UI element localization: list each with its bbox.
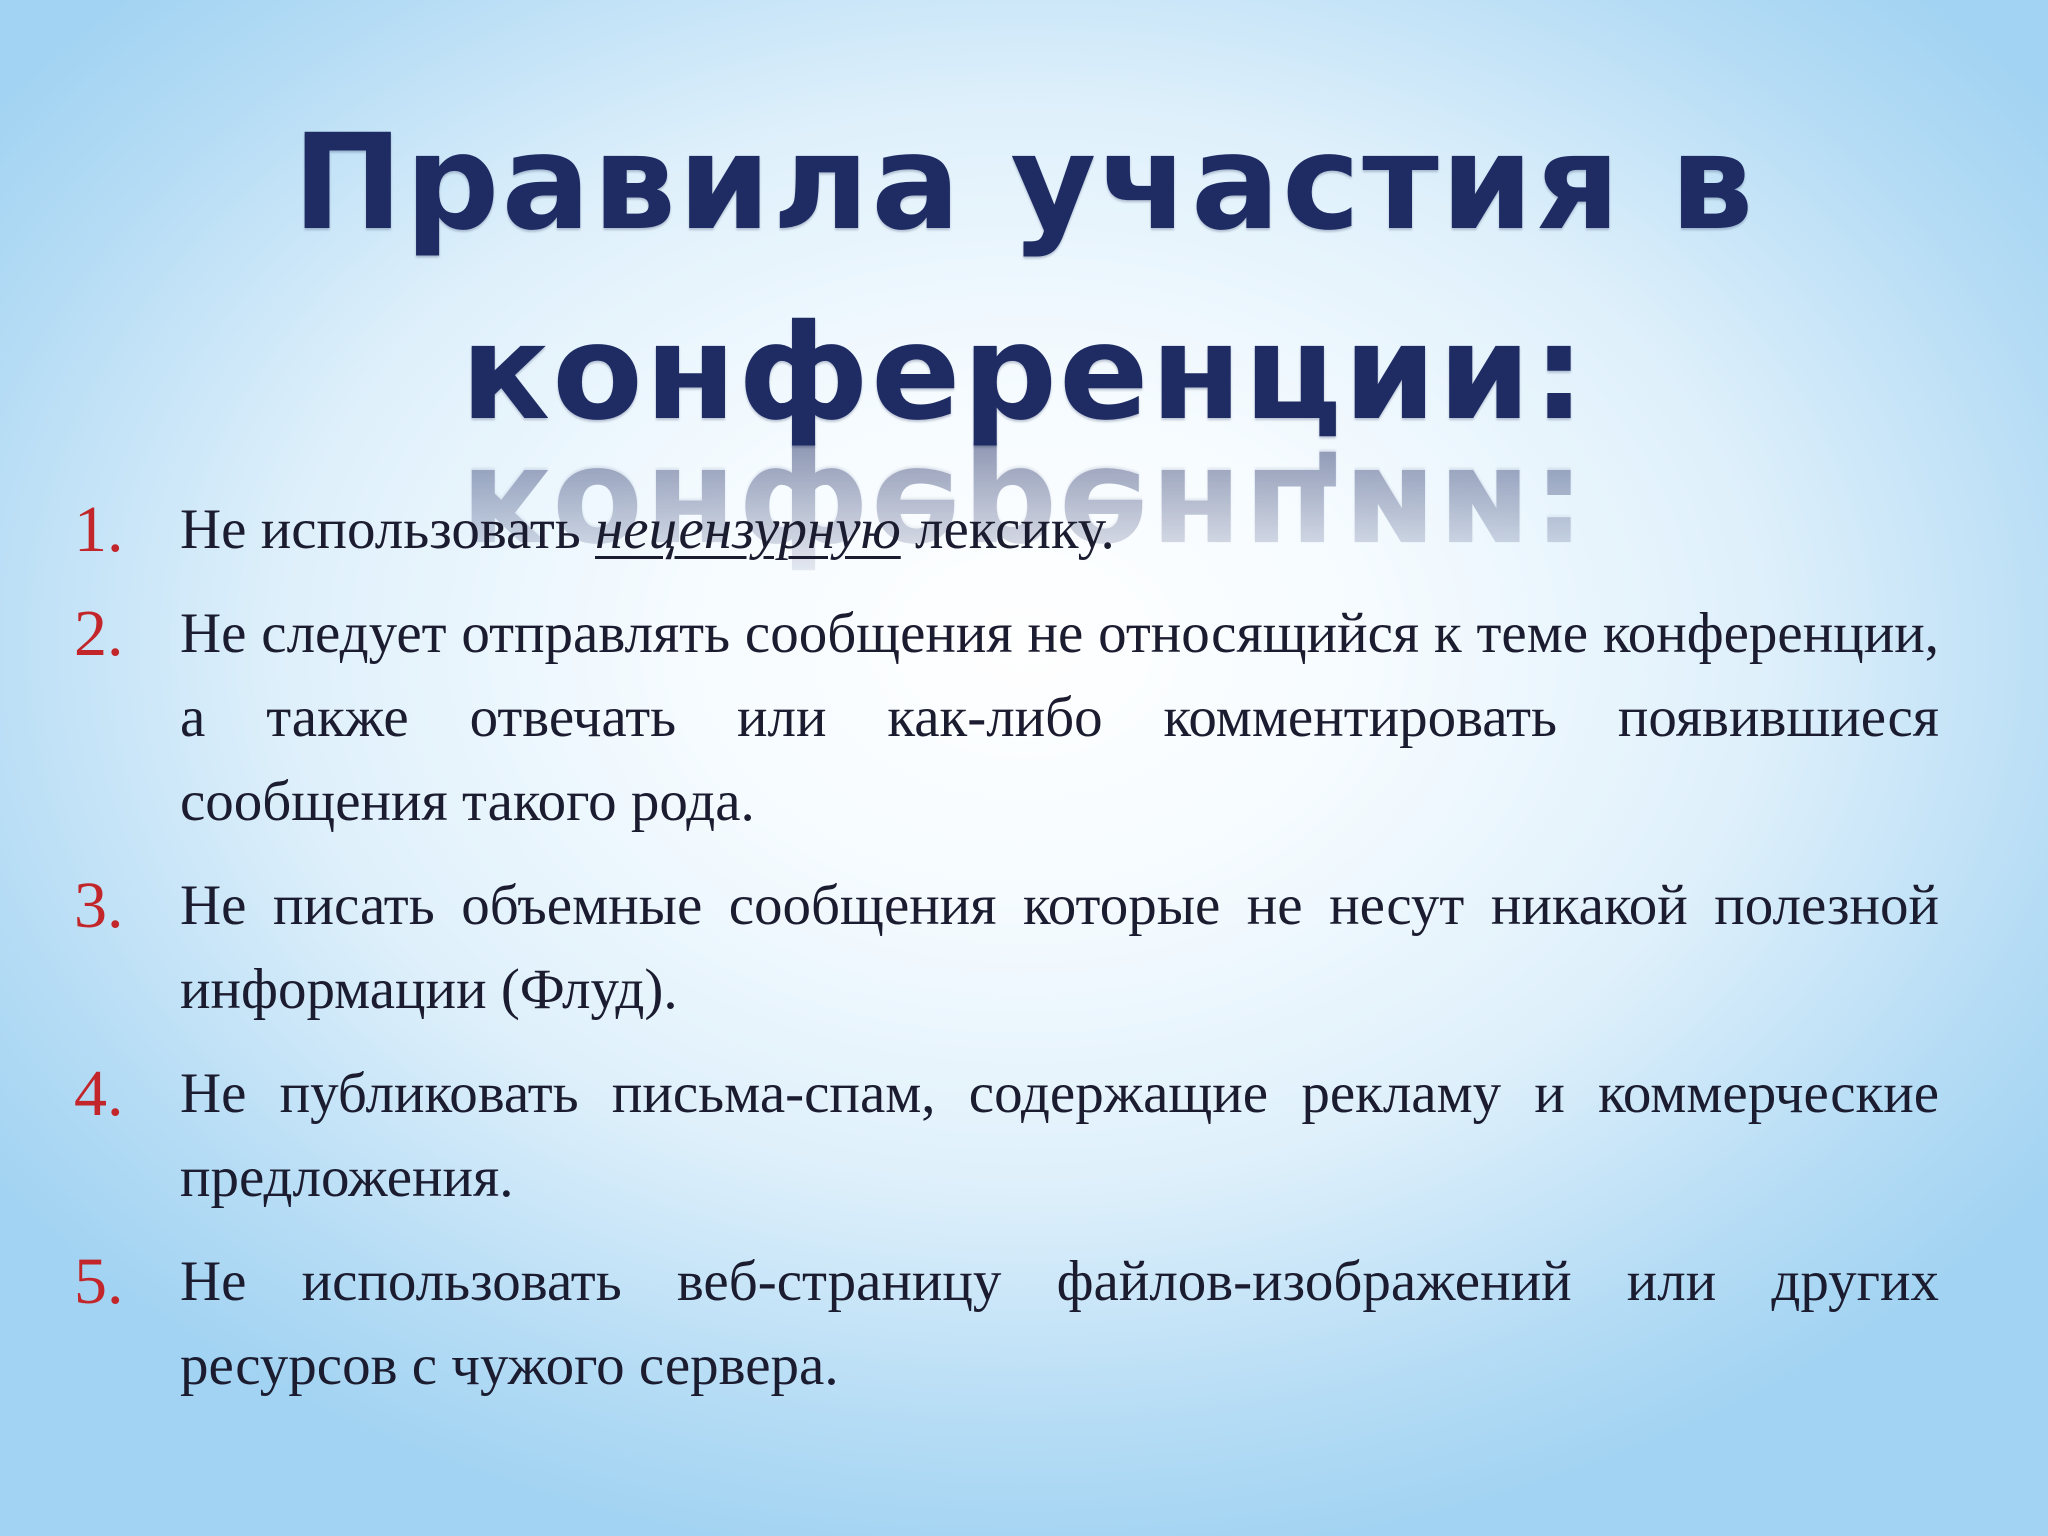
rule-item-3 bbox=[74, 864, 1939, 1032]
rule-text: Не использовать веб-страницу файлов-изображений или других ресурсов с чужого сервера. bbox=[180, 1250, 1939, 1397]
slide-title-line-1: Правила участия в bbox=[292, 106, 1756, 260]
rule-text-part: Не использовать bbox=[180, 498, 596, 561]
rules-list bbox=[74, 488, 1939, 1428]
rule-number: 3. bbox=[74, 869, 124, 942]
rule-number: 1. bbox=[74, 493, 124, 566]
rule-text: Не следует отправлять сообщения не относящийся к теме конференции, а также отвечать или как-либо комментировать появившиеся сообщения такого рода. bbox=[180, 602, 1939, 833]
rule-emphasis-word: нецензурную bbox=[595, 498, 901, 561]
rule-text-part: лексику. bbox=[900, 498, 1115, 561]
rule-item-2 bbox=[74, 592, 1939, 844]
slide-title-line-2: конференции: bbox=[460, 296, 1588, 450]
rule-text: Не писать объемные сообщения которые не несут никакой полезной информации (Флуд). bbox=[180, 874, 1939, 1021]
rule-number: 5. bbox=[74, 1245, 124, 1318]
title-block bbox=[0, 88, 2048, 468]
slide-title bbox=[0, 88, 2048, 468]
rule-number: 2. bbox=[74, 597, 124, 670]
rule-number: 4. bbox=[74, 1057, 124, 1130]
rule-item-1 bbox=[74, 488, 1939, 572]
rule-item-5 bbox=[74, 1240, 1939, 1408]
rule-item-4 bbox=[74, 1052, 1939, 1220]
rule-text: Не публиковать письма-спам, содержащие рекламу и коммерческие предложения. bbox=[180, 1062, 1939, 1209]
